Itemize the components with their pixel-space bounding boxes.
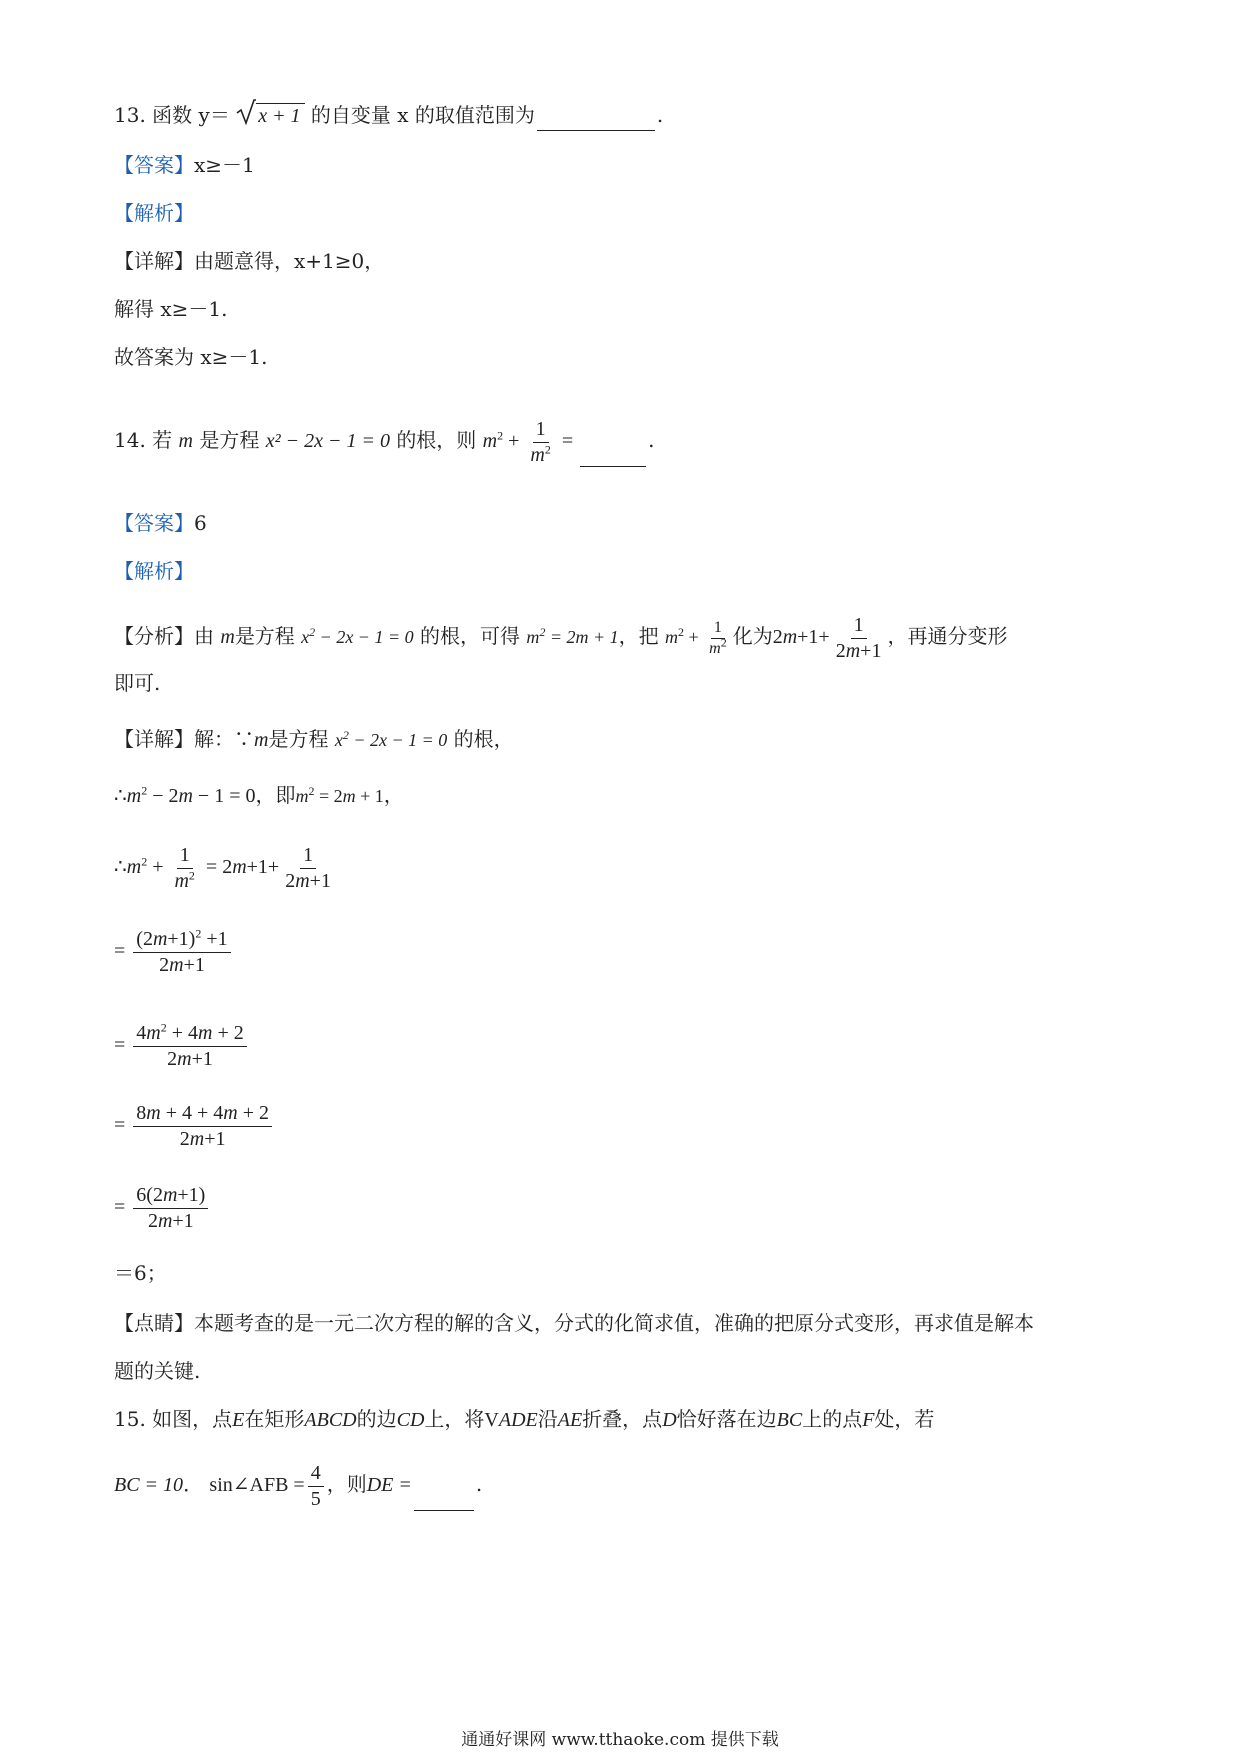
q13-answer <box>114 150 255 180</box>
q13-stem-suffix: 的自变量 x 的取值范围为 <box>310 103 535 127</box>
q13-analysis <box>114 198 194 228</box>
analysis-label: 【分析】 <box>114 624 194 649</box>
text-fragment: ，则 <box>326 1472 367 1497</box>
q13-detail <box>114 246 384 276</box>
q15-stem-end: . <box>475 1472 483 1497</box>
text-fragment: 是方程 <box>268 727 329 751</box>
q13-stem <box>114 100 663 131</box>
text-fragment: 的边 <box>356 1407 397 1431</box>
answer-tag: 【答案】 <box>114 153 194 177</box>
q13-stem-prefix: 13. 函数 y＝ <box>114 103 230 127</box>
q14-step-4: = $\frac{4m^2 + 4m + 2}{2m+1}$ <box>114 1022 250 1071</box>
text-fragment: ，即 <box>255 783 296 807</box>
answer-blank <box>537 108 655 131</box>
text-fragment: 恰好落在边 <box>676 1407 777 1431</box>
text-fragment: 在矩形 <box>244 1407 305 1431</box>
q13-stem-end: . <box>656 103 664 127</box>
sqrt-expression <box>236 100 304 131</box>
analysis-tag: 【解析】 <box>114 559 194 583</box>
q14-step-6: = $\frac{6(2m+1)}{2m+1}$ <box>114 1184 211 1233</box>
q14-result: ＝6； <box>114 1261 167 1285</box>
text-fragment: 由 <box>194 624 214 649</box>
q15-stem: 15. 如图，点E在矩形ABCD的边CD上，将VADE沿AE折叠，点D恰好落在边BC上的点F处，若 <box>114 1407 935 1431</box>
q14-answer <box>114 508 207 538</box>
therefore-symbol: ∴ <box>114 783 127 807</box>
q14-stem-prefix: 14. 若 <box>114 428 173 453</box>
text-fragment: 处，若 <box>874 1407 935 1431</box>
q14-analysis <box>114 556 194 586</box>
de-expression: DE = <box>366 1474 412 1497</box>
sine-expression: sin∠AFB = <box>209 1474 305 1497</box>
detail-label: 【详解】 <box>114 727 194 751</box>
therefore-symbol: ∴ <box>114 854 127 879</box>
q14-stem-mid2: 的根，则 <box>396 428 477 453</box>
q14-step-5: = $\frac{8m + 4 + 4m + 2}{2m+1}$ <box>114 1102 275 1151</box>
answer-value: 6 <box>194 511 207 535</box>
text-fragment: 上的点 <box>802 1407 863 1431</box>
q14-comment-end: 题的关键. <box>114 1359 201 1383</box>
answer-blank <box>580 444 646 467</box>
page-footer: 通通好课网 www.tthaoke.com 提供下载 <box>461 1730 779 1750</box>
q14-step-1: $\therefore m^2 - 2m - 1 = 0$，即$m^2 = 2m + 1$， <box>114 783 404 807</box>
text-fragment: ， <box>383 783 404 807</box>
text-fragment: 的根，可得 <box>419 624 520 649</box>
q14-analysis-text: 【分析】由 m是方程 $x^2 - 2x - 1 = 0$ 的根，可得 $m^2 = 2m + 1$，把 $m^2$ + $\frac{1}{m^2}$ 化为2m+1+ $\frac{1}{2m+1}$ ，再通分变形 <box>114 614 1008 662</box>
text-fragment: 解：∵ <box>194 727 254 751</box>
q13-conclusion-line: 故答案为 x≥－1. <box>114 345 268 369</box>
answer-tag: 【答案】 <box>114 511 194 535</box>
text-fragment: 上，将 <box>424 1407 485 1431</box>
detail-text: 由题意得，x+1≥0， <box>194 249 385 273</box>
text-fragment: 的根， <box>453 727 514 751</box>
q14-stem-mid: 是方程 <box>199 428 260 453</box>
text-fragment: 化为 <box>732 624 773 649</box>
q14-step-3: = $\frac{(2m+1)^2 +1}{2m+1}$ <box>114 928 234 977</box>
text-fragment: 15. 如图，点 <box>114 1407 233 1431</box>
q14-analysis-end: 即可. <box>114 671 161 695</box>
q14-stem: 14. 若 m 是方程 x² − 2x − 1 = 0 的根，则 $m^2$ + $\frac{1}{m^2}$ = . <box>114 418 655 466</box>
text-fragment: 沿 <box>537 1407 558 1431</box>
radicand: x + 1 <box>256 103 304 127</box>
text-fragment: 是方程 <box>234 624 295 649</box>
q14-stem-end: . <box>648 428 655 453</box>
q14-equation: x² − 2x − 1 = 0 <box>265 430 390 453</box>
q14-detail: 【详解】解：∵m是方程 $x^2 - 2x - 1 = 0$ 的根， <box>114 727 514 751</box>
q13-solution-line: 解得 x≥－1. <box>114 297 228 321</box>
detail-tag: 【详解】 <box>114 249 194 273</box>
q14-step-2: $\therefore m^2$ + $\frac{1}{m^2}$ = 2m+1+ $\frac{1}{2m+1}$ <box>114 844 331 892</box>
q14-comment <box>114 1308 1034 1338</box>
answer-value: x≥－1 <box>194 153 255 177</box>
text-fragment: ，再通分变形 <box>887 624 1008 649</box>
q15-condition: BC = 10． sin∠AFB = $\frac{4}{5}$ ，则DE = . <box>114 1462 483 1510</box>
text-fragment: 折叠，点 <box>582 1407 663 1431</box>
condition-bc: BC = 10 <box>114 1474 184 1497</box>
text-fragment: ． <box>183 1472 204 1497</box>
comment-label: 【点睛】 <box>114 1311 194 1335</box>
analysis-tag: 【解析】 <box>114 201 194 225</box>
radical-sign-icon <box>236 96 256 126</box>
answer-blank <box>414 1488 474 1511</box>
comment-text: 本题考查的是一元二次方程的解的含义，分式的化简求值，准确的把原分式变形，再求值是解本 <box>194 1311 1034 1335</box>
text-fragment: ，把 <box>618 624 659 649</box>
